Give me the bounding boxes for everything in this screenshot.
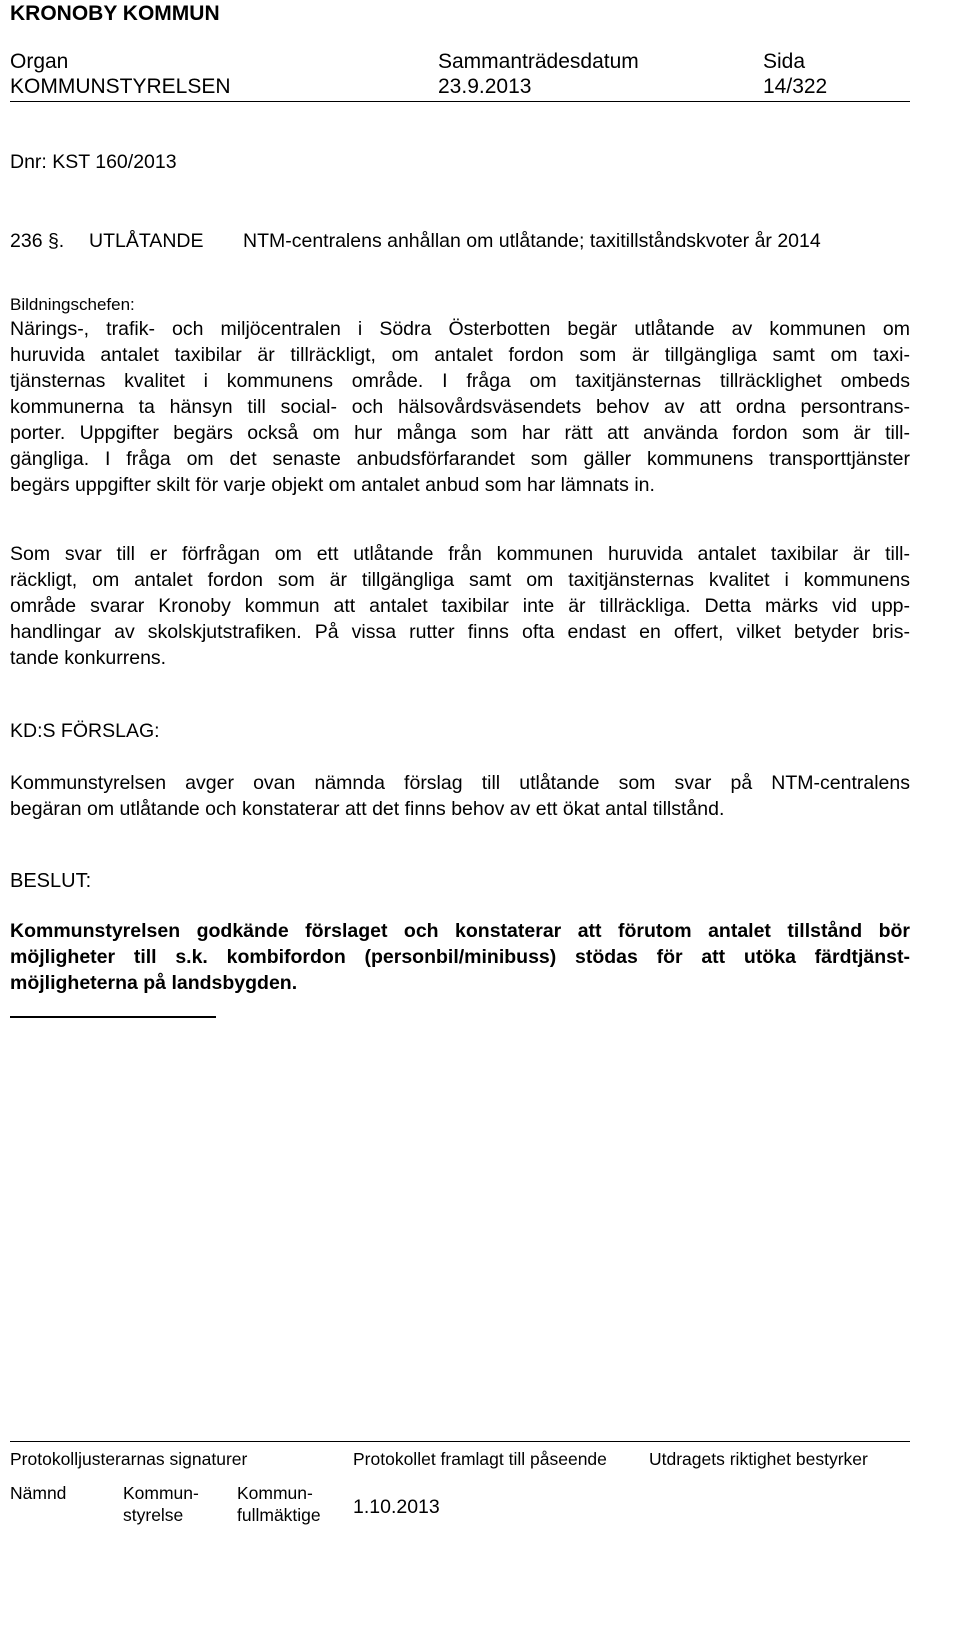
paragraph-line: tande konkurrens.	[10, 647, 167, 669]
end-rule	[10, 1016, 216, 1018]
signature-column-board: Nämnd	[10, 1483, 67, 1503]
preparer-label: Bildningschefen:	[10, 295, 135, 314]
request-paragraph	[10, 316, 910, 498]
section-title: NTM-centralens anhållan om utlåtande; taxitillståndskvoter år 2014	[243, 230, 821, 252]
paragraph-line: möjligheterna på landsbygden.	[10, 972, 298, 994]
page-label: Sida	[763, 50, 806, 73]
paragraph-line: kommunerna ta hänsyn till social- och hälsovårdsväsendets behov av att ordna persontrans-	[10, 396, 910, 418]
paragraph-line: begärs uppgifter skilt för varje objekt om antalet anbud som har lämnats in.	[10, 474, 655, 496]
decision-paragraph	[10, 918, 910, 996]
organ-label: Organ	[10, 50, 69, 73]
paragraph-line: gängliga. I fråga om det senaste anbudsförfarandet som gäller kommunens transporttjänster	[10, 448, 910, 470]
paragraph-line: handlingar av skolskjutstrafiken. På vissa rutter finns ofta endast en offert, vilket betyder bris-	[10, 621, 910, 643]
page-number: 14/322	[763, 75, 828, 98]
proposal-heading: KD:S FÖRSLAG:	[10, 720, 160, 742]
paragraph-line: område svarar Kronoby kommun att antalet taxibilar inte är tillräckliga. Detta märks vid upp-	[10, 595, 910, 617]
date-value: 23.9.2013	[438, 75, 532, 98]
municipality-name: KRONOBY KOMMUN	[10, 2, 220, 25]
signatures-label: Protokolljusterarnas signaturer	[10, 1449, 248, 1469]
header-divider	[10, 101, 910, 102]
signature-column-council: fullmäktige	[237, 1505, 321, 1525]
signature-column-executive: styrelse	[123, 1505, 184, 1525]
section-type: UTLÅTANDE	[89, 230, 204, 252]
section-number: 236 §.	[10, 230, 65, 252]
paragraph-line: huruvida antalet taxibilar är tillräckligt, om antalet fordon som är tillgängliga samt om taxi-	[10, 344, 910, 366]
organ-value: KOMMUNSTYRELSEN	[10, 75, 231, 98]
signature-column-council: Kommun-	[237, 1483, 313, 1503]
paragraph-line: Kommunstyrelsen godkände förslaget och konstaterar att förutom antalet tillstånd bör	[10, 920, 910, 942]
response-paragraph	[10, 541, 910, 671]
certified-label: Utdragets riktighet bestyrker	[649, 1449, 868, 1469]
footer-divider	[10, 1441, 910, 1442]
paragraph-line: Som svar till er förfrågan om ett utlåtande från kommunen huruvida antalet taxibilar är till-	[10, 543, 910, 565]
paragraph-line: porter. Uppgifter begärs också om hur många som har rätt att använda fordon som är till-	[10, 422, 910, 444]
paragraph-line: tjänsternas kvalitet i kommunens område. I fråga om taxitjänsternas tillräcklighet ombeds	[10, 370, 910, 392]
paragraph-line: räckligt, om antalet fordon som är tillgängliga samt om taxitjänsternas kvalitet i kommunens	[10, 569, 910, 591]
diary-number: Dnr: KST 160/2013	[10, 151, 177, 173]
displayed-date: 1.10.2013	[353, 1496, 440, 1518]
paragraph-line: Närings-, trafik- och miljöcentralen i Södra Österbotten begär utlåtande av kommunen om	[10, 318, 910, 340]
paragraph-line: begäran om utlåtande och konstaterar att det finns behov av ett ökat antal tillstånd.	[10, 798, 725, 820]
paragraph-line: Kommunstyrelsen avger ovan nämnda förslag till utlåtande som svar på NTM-centralens	[10, 772, 910, 794]
displayed-label: Protokollet framlagt till påseende	[353, 1449, 607, 1469]
signature-column-executive: Kommun-	[123, 1483, 199, 1503]
date-label: Sammanträdesdatum	[438, 50, 639, 73]
proposal-paragraph	[10, 770, 910, 822]
decision-heading: BESLUT:	[10, 870, 92, 892]
paragraph-line: möjligheter till s.k. kombifordon (personbil/minibuss) stödas för att utöka färdtjänst-	[10, 946, 910, 968]
